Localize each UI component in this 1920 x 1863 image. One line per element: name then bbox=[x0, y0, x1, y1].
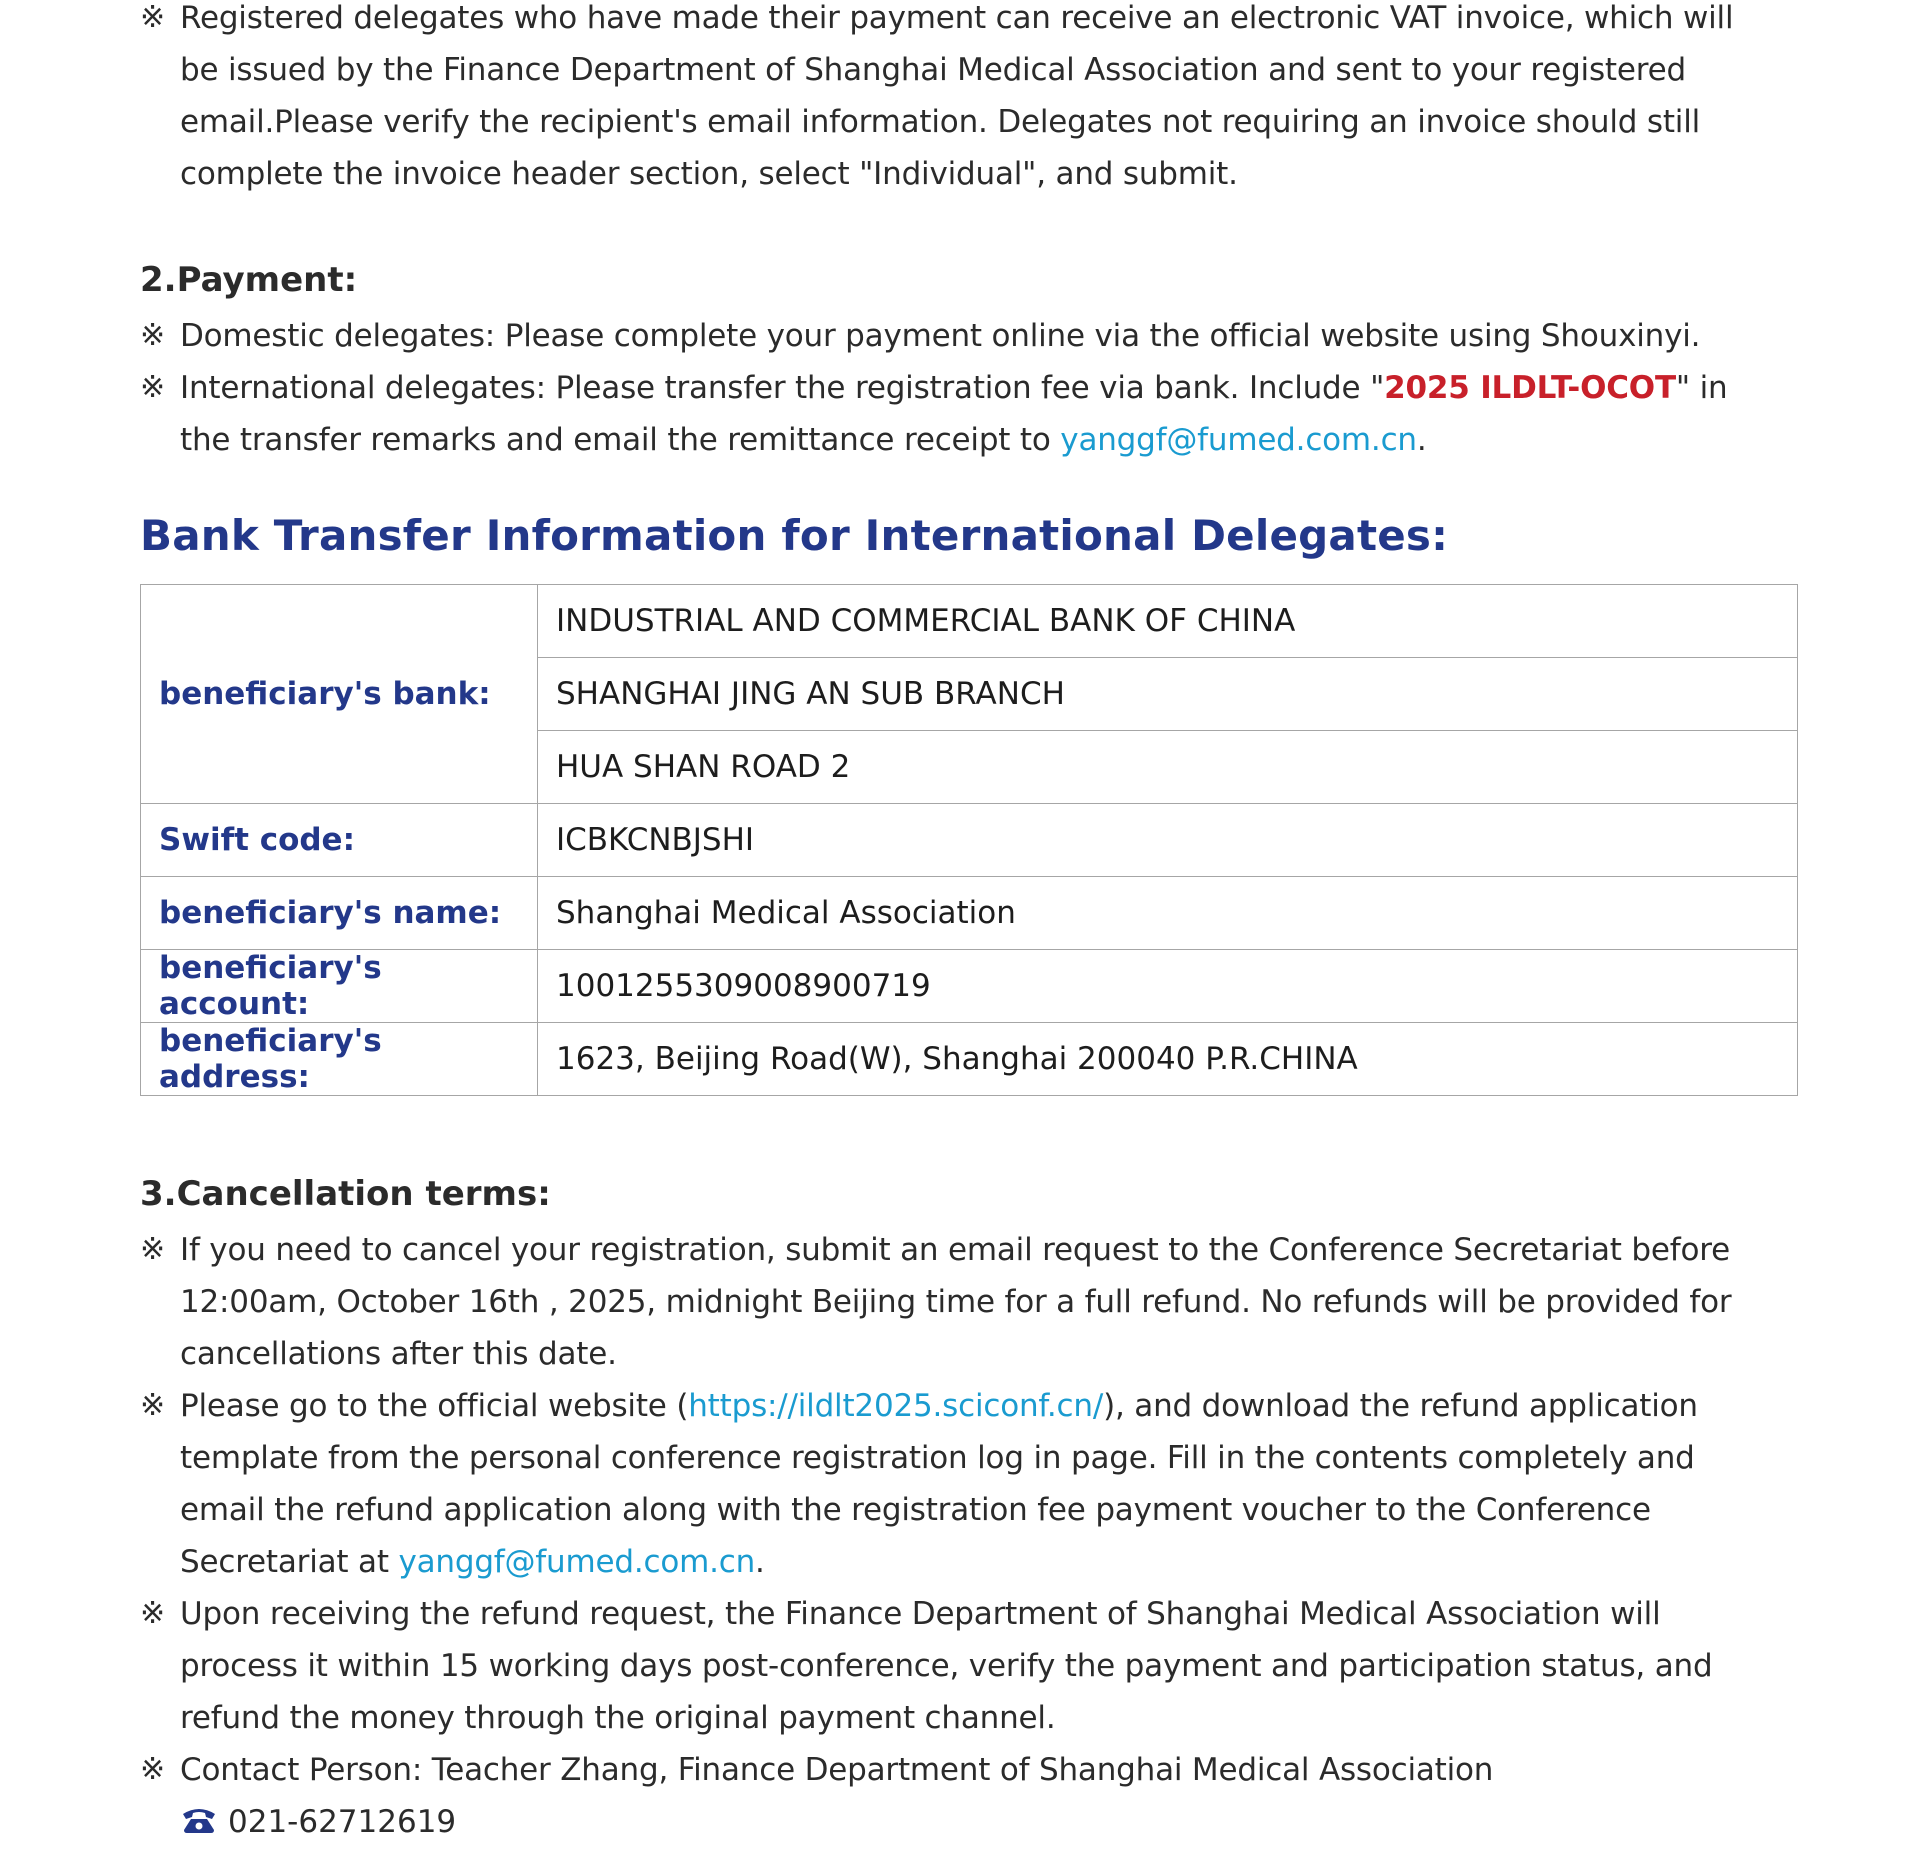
bank-line-2: SHANGHAI JING AN SUB BRANCH bbox=[538, 658, 1798, 731]
bullet-mark: ※ bbox=[140, 370, 165, 405]
payment-international-item bbox=[140, 362, 1780, 466]
table-row bbox=[141, 950, 1798, 1023]
payment-international-suffix: . bbox=[1416, 422, 1427, 458]
bullet-mark: ※ bbox=[140, 0, 165, 35]
cancellation-item-1 bbox=[140, 1224, 1780, 1380]
bank-transfer-title: Bank Transfer Information for International Delegates: bbox=[140, 511, 1449, 560]
cancellation-item-2 bbox=[140, 1380, 1780, 1588]
contact-person-text: Contact Person: Teacher Zhang, Finance Department of Shanghai Medical Association bbox=[180, 1752, 1494, 1788]
bank-info-table bbox=[140, 584, 1798, 1096]
contact-person-item bbox=[140, 1744, 1780, 1796]
beneficiary-account-label: beneficiary's account: bbox=[141, 950, 538, 1023]
bank-line-1: INDUSTRIAL AND COMMERCIAL BANK OF CHINA bbox=[538, 585, 1798, 658]
payment-heading: 2.Payment: bbox=[140, 260, 358, 300]
bullet-mark: ※ bbox=[140, 1232, 165, 1267]
cancellation-item-2-middle: ), and download the refund application template from the personal conference registration log in page. Fill in the contents completely and email the refund application along with the registration fee payment voucher to the Conference Secretariat at bbox=[180, 1388, 1698, 1580]
bank-line-3: HUA SHAN ROAD 2 bbox=[538, 731, 1798, 804]
bank-table-wrapper bbox=[140, 584, 1798, 1096]
cancellation-item-3 bbox=[140, 1588, 1780, 1744]
payment-international-prefix: International delegates: Please transfer the registration fee via bank. Include " bbox=[180, 370, 1385, 406]
table-row bbox=[141, 1023, 1798, 1096]
phone-number: 021-62712619 bbox=[228, 1804, 457, 1840]
beneficiary-account-value: 1001255309008900719 bbox=[538, 950, 1798, 1023]
cancellation-item-1-text: If you need to cancel your registration, submit an email request to the Conference Secretariat before 12:00am, October 16th , 2025, midnight Beijing time for a full refund. No refunds will be provided for cancellations after this date. bbox=[180, 1232, 1732, 1372]
beneficiary-name-value: Shanghai Medical Association bbox=[538, 877, 1798, 950]
swift-code-label: Swift code: bbox=[141, 804, 538, 877]
cancellation-item-2-suffix: . bbox=[755, 1544, 765, 1580]
bullet-mark: ※ bbox=[140, 318, 165, 353]
cancellation-item-2-prefix: Please go to the official website ( bbox=[180, 1388, 689, 1424]
swift-code-value: ICBKCNBJSHI bbox=[538, 804, 1798, 877]
payment-section bbox=[140, 254, 1780, 466]
cancellation-item-3-text: Upon receiving the refund request, the Finance Department of Shanghai Medical Association will process it within 15 working days post-conference, verify the payment and participation status, and refund the money through the original payment channel. bbox=[180, 1596, 1713, 1736]
beneficiary-address-label: beneficiary's address: bbox=[141, 1023, 538, 1096]
table-row bbox=[141, 804, 1798, 877]
table-row bbox=[141, 585, 1798, 658]
cancellation-section bbox=[140, 1168, 1780, 1850]
cancellation-heading: 3.Cancellation terms: bbox=[140, 1174, 551, 1214]
transfer-remark-code: 2025 ILDLT-OCOT bbox=[1384, 370, 1676, 406]
invoice-note-item bbox=[140, 0, 1780, 200]
official-website-link[interactable]: https://ildlt2025.sciconf.cn/ bbox=[688, 1388, 1104, 1424]
beneficiary-address-value: 1623, Beijing Road(W), Shanghai 200040 P.R.CHINA bbox=[538, 1023, 1798, 1096]
beneficiary-name-label: beneficiary's name: bbox=[141, 877, 538, 950]
invoice-note-text: Registered delegates who have made their payment can receive an electronic VAT invoice, which will be issued by the Finance Department of Shanghai Medical Association and sent to your registered email.Please verify the recipient's email information. Delegates not requiring an invoice should still complete the invoice header section, select "Individual", and submit. bbox=[180, 0, 1734, 192]
telephone-icon bbox=[180, 1798, 218, 1850]
payment-email-link[interactable]: yanggf@fumed.com.cn bbox=[1060, 422, 1417, 458]
secretariat-email-link[interactable]: yanggf@fumed.com.cn bbox=[398, 1544, 756, 1580]
bullet-mark: ※ bbox=[140, 1388, 165, 1423]
payment-international-middle: " in the transfer remarks and email the remittance receipt to bbox=[180, 370, 1728, 458]
payment-domestic-item bbox=[140, 310, 1780, 362]
bullet-mark: ※ bbox=[140, 1752, 165, 1787]
bullet-mark: ※ bbox=[140, 1596, 165, 1631]
invoice-note-block bbox=[140, 0, 1780, 200]
phone-line bbox=[140, 1796, 1780, 1850]
payment-domestic-text: Domestic delegates: Please complete your payment online via the official website using Shouxinyi. bbox=[180, 318, 1701, 354]
beneficiary-bank-label: beneficiary's bank: bbox=[141, 585, 538, 804]
table-row bbox=[141, 877, 1798, 950]
